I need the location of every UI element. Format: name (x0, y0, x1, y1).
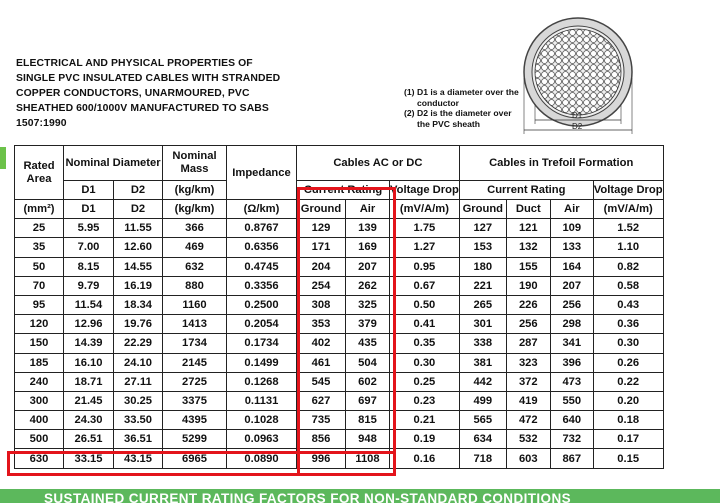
table-body (15, 219, 664, 468)
table-cell: 5.95 (64, 219, 114, 238)
header-current-rating: Current Rating (297, 181, 390, 200)
table-cell: 3375 (163, 391, 227, 410)
note-1 (404, 87, 519, 108)
table-cell: 442 (459, 372, 506, 391)
diameter-notes (404, 87, 519, 129)
note-text: conductor (417, 97, 460, 108)
table-cell: 5299 (163, 430, 227, 449)
table-cell: 18.34 (114, 295, 163, 314)
table-cell: 1734 (163, 334, 227, 353)
table-cell: 0.95 (390, 257, 460, 276)
table-cell: 16.10 (64, 353, 114, 372)
table-row (15, 372, 664, 391)
table-cell: 0.18 (593, 411, 663, 430)
footer-banner (0, 489, 720, 503)
table-cell: 0.1734 (227, 334, 297, 353)
table-cell: 0.26 (593, 353, 663, 372)
table-cell: 35 (15, 238, 64, 257)
table-cell: 815 (346, 411, 390, 430)
header-nominal-diameter: Nominal Diameter (64, 146, 163, 181)
header-impedance: Impedance (227, 146, 297, 200)
table-cell: 8.15 (64, 257, 114, 276)
table-cell: 867 (550, 449, 593, 468)
table-cell: 129 (297, 219, 346, 238)
table-cell: 1108 (346, 449, 390, 468)
table-cell: 0.1268 (227, 372, 297, 391)
header-nominal-mass: Nominal Mass (163, 146, 227, 181)
table-cell: 36.51 (114, 430, 163, 449)
table-cell: 697 (346, 391, 390, 410)
table-cell: 2145 (163, 353, 227, 372)
table-cell: 630 (15, 449, 64, 468)
unit-cell: Ground (297, 200, 346, 219)
header-kgkm: (kg/km) (163, 181, 227, 200)
table-cell: 472 (506, 411, 550, 430)
table-cell: 603 (506, 449, 550, 468)
table-cell: 435 (346, 334, 390, 353)
table-cell: 0.3356 (227, 276, 297, 295)
table-cell: 0.2500 (227, 295, 297, 314)
note-2 (404, 108, 519, 129)
header-current-rating-trefoil: Current Rating (459, 181, 593, 200)
heading-line: COPPER CONDUCTORS, UNARMOURED, PVC (16, 88, 250, 99)
table-cell: 121 (506, 219, 550, 238)
unit-cell: (Ω/km) (227, 200, 297, 219)
table-row (15, 449, 664, 468)
table-cell: 287 (506, 334, 550, 353)
table-cell: 545 (297, 372, 346, 391)
table-cell: 325 (346, 295, 390, 314)
note-text: the PVC sheath (417, 118, 481, 129)
table-cell: 0.16 (390, 449, 460, 468)
unit-cell: Ground (459, 200, 506, 219)
table-cell: 70 (15, 276, 64, 295)
table-cell: 1.75 (390, 219, 460, 238)
table-cell: 256 (506, 315, 550, 334)
table-cell: 500 (15, 430, 64, 449)
table-cell: 169 (346, 238, 390, 257)
units-row (15, 200, 664, 219)
table-cell: 0.36 (593, 315, 663, 334)
table-cell: 33.50 (114, 411, 163, 430)
table-cell: 0.8767 (227, 219, 297, 238)
table-row (15, 238, 664, 257)
table-cell: 341 (550, 334, 593, 353)
table-cell: 14.55 (114, 257, 163, 276)
table-cell: 1.52 (593, 219, 663, 238)
table-cell: 0.1131 (227, 391, 297, 410)
unit-cell: Air (346, 200, 390, 219)
table-cell: 9.79 (64, 276, 114, 295)
table-cell: 12.96 (64, 315, 114, 334)
table-cell: 627 (297, 391, 346, 410)
table-cell: 262 (346, 276, 390, 295)
note-number: (2) (404, 108, 415, 118)
table-cell: 2725 (163, 372, 227, 391)
table-cell: 25 (15, 219, 64, 238)
table-cell: 400 (15, 411, 64, 430)
table-cell: 133 (550, 238, 593, 257)
heading-line: SINGLE PVC INSULATED CABLES WITH STRANDED (16, 73, 281, 84)
table-cell: 0.23 (390, 391, 460, 410)
table-cell: 171 (297, 238, 346, 257)
note-text: D2 is the diameter over (417, 108, 512, 118)
table-cell: 0.22 (593, 372, 663, 391)
table-cell: 221 (459, 276, 506, 295)
heading-line: 1507:1990 (16, 118, 67, 129)
table-cell: 0.6356 (227, 238, 297, 257)
table-cell: 12.60 (114, 238, 163, 257)
table-row (15, 257, 664, 276)
table-cell: 565 (459, 411, 506, 430)
green-tab (0, 147, 6, 169)
table-cell: 50 (15, 257, 64, 276)
table-cell: 402 (297, 334, 346, 353)
table-cell: 532 (506, 430, 550, 449)
table-cell: 0.4745 (227, 257, 297, 276)
table-cell: 640 (550, 411, 593, 430)
table-cell: 43.15 (114, 449, 163, 468)
table-cell: 0.20 (593, 391, 663, 410)
note-text: D1 is a diameter over the (417, 87, 519, 97)
header-d1: D1 (64, 181, 114, 200)
table-cell: 948 (346, 430, 390, 449)
conductor-strands (535, 29, 621, 115)
table-cell: 0.21 (390, 411, 460, 430)
table-cell: 419 (506, 391, 550, 410)
table-cell: 372 (506, 372, 550, 391)
unit-cell: (kg/km) (163, 200, 227, 219)
table-cell: 265 (459, 295, 506, 314)
table-cell: 550 (550, 391, 593, 410)
table-cell: 109 (550, 219, 593, 238)
table-cell: 632 (163, 257, 227, 276)
cable-properties-table (14, 145, 664, 469)
table-row (15, 219, 664, 238)
table-cell: 22.29 (114, 334, 163, 353)
table-cell: 0.2054 (227, 315, 297, 334)
heading-line: ELECTRICAL AND PHYSICAL PROPERTIES OF (16, 58, 253, 69)
table-cell: 16.19 (114, 276, 163, 295)
table-cell: 461 (297, 353, 346, 372)
table-cell: 366 (163, 219, 227, 238)
table-cell: 6965 (163, 449, 227, 468)
table-cell: 469 (163, 238, 227, 257)
table-cell: 132 (506, 238, 550, 257)
table-cell: 24.10 (114, 353, 163, 372)
table-cell: 0.30 (593, 334, 663, 353)
table-cell: 254 (297, 276, 346, 295)
table-cell: 0.67 (390, 276, 460, 295)
table-cell: 323 (506, 353, 550, 372)
table-cell: 996 (297, 449, 346, 468)
header-cables-ac-dc: Cables AC or DC (297, 146, 460, 181)
table-cell: 207 (550, 276, 593, 295)
table-cell: 0.0890 (227, 449, 297, 468)
unit-cell: D2 (114, 200, 163, 219)
table-cell: 0.1499 (227, 353, 297, 372)
table-cell: 473 (550, 372, 593, 391)
table-cell: 1160 (163, 295, 227, 314)
table-cell: 27.11 (114, 372, 163, 391)
note-number: (1) (404, 87, 415, 97)
table-row (15, 391, 664, 410)
d2-label: D2 (572, 122, 583, 131)
d1-label: D1 (572, 111, 583, 120)
cable-cross-section-diagram (520, 8, 640, 138)
table-cell: 30.25 (114, 391, 163, 410)
table-cell: 33.15 (64, 449, 114, 468)
header-voltage-drop: Voltage Drop (390, 181, 460, 200)
table-cell: 634 (459, 430, 506, 449)
table-cell: 180 (459, 257, 506, 276)
table-cell: 732 (550, 430, 593, 449)
table-cell: 856 (297, 430, 346, 449)
table-cell: 164 (550, 257, 593, 276)
table-cell: 150 (15, 334, 64, 353)
table-cell: 19.76 (114, 315, 163, 334)
table-cell: 499 (459, 391, 506, 410)
table-cell: 735 (297, 411, 346, 430)
table-cell: 602 (346, 372, 390, 391)
table-cell: 11.55 (114, 219, 163, 238)
table-cell: 4395 (163, 411, 227, 430)
table-cell: 0.1028 (227, 411, 297, 430)
table-cell: 0.35 (390, 334, 460, 353)
table-cell: 18.71 (64, 372, 114, 391)
header-rated-area: Rated Area (15, 146, 64, 200)
table-cell: 1.10 (593, 238, 663, 257)
table-cell: 0.82 (593, 257, 663, 276)
unit-cell: Air (550, 200, 593, 219)
unit-cell: (mV/A/m) (390, 200, 460, 219)
table-cell: 0.25 (390, 372, 460, 391)
header-cables-trefoil: Cables in Trefoil Formation (459, 146, 663, 181)
unit-cell: (mV/A/m) (593, 200, 663, 219)
table-cell: 24.30 (64, 411, 114, 430)
table-cell: 153 (459, 238, 506, 257)
table-row (15, 430, 664, 449)
table-cell: 396 (550, 353, 593, 372)
table-cell: 0.41 (390, 315, 460, 334)
table-cell: 7.00 (64, 238, 114, 257)
table-cell: 207 (346, 257, 390, 276)
table-row (15, 353, 664, 372)
table-cell: 11.54 (64, 295, 114, 314)
table-cell: 26.51 (64, 430, 114, 449)
heading-line: SHEATHED 600/1000V MANUFACTURED TO SABS (16, 103, 269, 114)
table-cell: 298 (550, 315, 593, 334)
table-cell: 240 (15, 372, 64, 391)
header-d2: D2 (114, 181, 163, 200)
table-cell: 301 (459, 315, 506, 334)
table-row (15, 276, 664, 295)
table-cell: 379 (346, 315, 390, 334)
table-row (15, 334, 664, 353)
unit-cell: Duct (506, 200, 550, 219)
table-row (15, 315, 664, 334)
footer-title: SUSTAINED CURRENT RATING FACTORS FOR NON-STANDARD CONDITIONS (44, 491, 571, 503)
table-cell: 504 (346, 353, 390, 372)
table-cell: 155 (506, 257, 550, 276)
table-cell: 226 (506, 295, 550, 314)
table-cell: 300 (15, 391, 64, 410)
table-cell: 0.30 (390, 353, 460, 372)
table-row (15, 295, 664, 314)
table-cell: 190 (506, 276, 550, 295)
table-cell: 381 (459, 353, 506, 372)
table-cell: 338 (459, 334, 506, 353)
table-cell: 1.27 (390, 238, 460, 257)
table-cell: 185 (15, 353, 64, 372)
unit-cell: D1 (64, 200, 114, 219)
unit-cell: (mm²) (15, 200, 64, 219)
table-cell: 120 (15, 315, 64, 334)
table-cell: 1413 (163, 315, 227, 334)
table-cell: 0.19 (390, 430, 460, 449)
table-cell: 0.0963 (227, 430, 297, 449)
table-cell: 0.43 (593, 295, 663, 314)
table-cell: 0.15 (593, 449, 663, 468)
header-voltage-drop-trefoil: Voltage Drop (593, 181, 663, 200)
table-cell: 0.58 (593, 276, 663, 295)
table-cell: 21.45 (64, 391, 114, 410)
table-cell: 718 (459, 449, 506, 468)
table-cell: 139 (346, 219, 390, 238)
table-row (15, 411, 664, 430)
table-cell: 308 (297, 295, 346, 314)
table-cell: 127 (459, 219, 506, 238)
document-heading (16, 56, 316, 131)
table-cell: 204 (297, 257, 346, 276)
table-cell: 256 (550, 295, 593, 314)
table-cell: 353 (297, 315, 346, 334)
table-cell: 14.39 (64, 334, 114, 353)
table-cell: 880 (163, 276, 227, 295)
table-cell: 95 (15, 295, 64, 314)
table-cell: 0.17 (593, 430, 663, 449)
table-cell: 0.50 (390, 295, 460, 314)
